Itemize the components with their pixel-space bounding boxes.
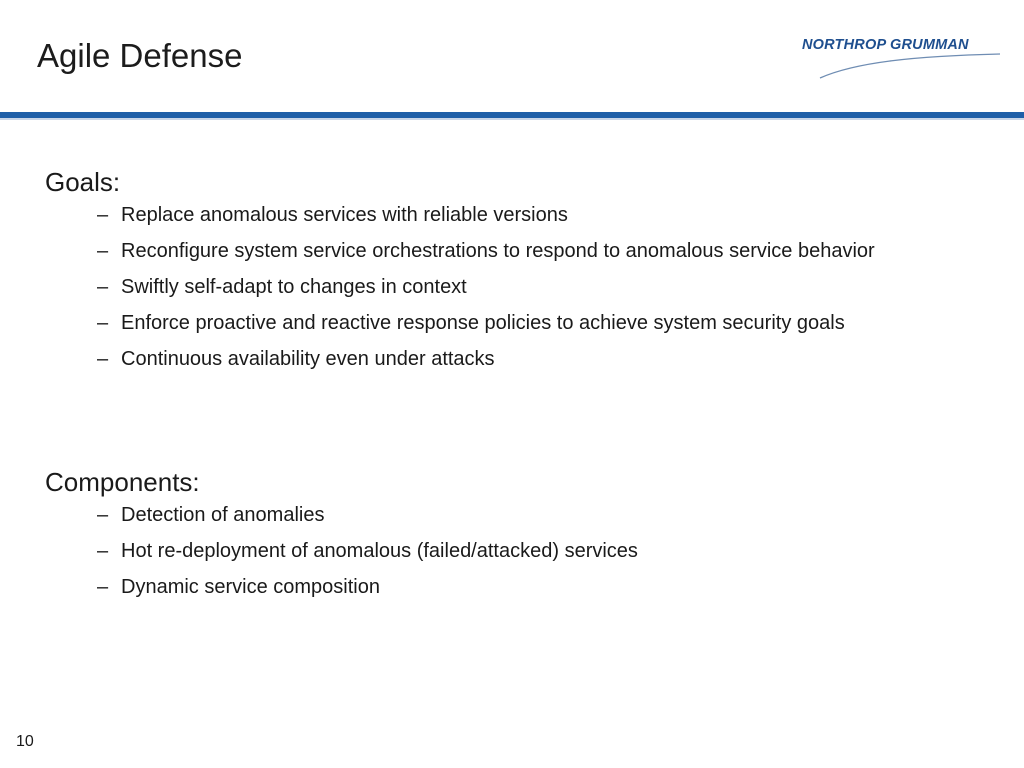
logo-swoosh-icon [796,34,1002,82]
goal-text: Replace anomalous services with reliable versions [121,204,568,226]
goal-text: Reconfigure system service orchestrations to respond to anomalous service behavior [121,240,875,262]
goal-text: Enforce proactive and reactive response policies to achieve system security goals [121,312,845,334]
goal-item [45,274,951,301]
goals-list [45,202,951,373]
dash-bullet-icon: – [97,540,109,562]
component-text: Detection of anomalies [121,504,325,526]
component-item [45,538,951,565]
goal-item [45,238,951,265]
slide-title: Agile Defense [37,37,243,74]
components-list [45,502,951,601]
goals-section [45,166,951,382]
page-number: 10 [16,733,34,750]
dash-bullet-icon: – [97,240,109,262]
goal-text: Continuous availability even under attacks [121,348,495,370]
goal-item [45,310,951,337]
component-text: Hot re-deployment of anomalous (failed/attacked) services [121,540,638,562]
dash-bullet-icon: – [97,276,109,298]
northrop-grumman-logo [796,34,1002,82]
components-heading: Components: [45,467,200,497]
component-item [45,574,951,601]
goal-item [45,346,951,373]
goal-text: Swiftly self-adapt to changes in context [121,276,467,298]
logo-wordmark: NORTHROP GRUMMAN [802,37,969,53]
goal-item [45,202,951,229]
components-section [45,466,951,610]
goals-heading: Goals: [45,167,121,197]
component-item [45,502,951,529]
dash-bullet-icon: – [97,348,109,370]
dash-bullet-icon: – [97,504,109,526]
dash-bullet-icon: – [97,576,109,598]
header-divider-shadow [0,118,1024,120]
dash-bullet-icon: – [97,204,109,226]
dash-bullet-icon: – [97,312,109,334]
component-text: Dynamic service composition [121,576,380,598]
